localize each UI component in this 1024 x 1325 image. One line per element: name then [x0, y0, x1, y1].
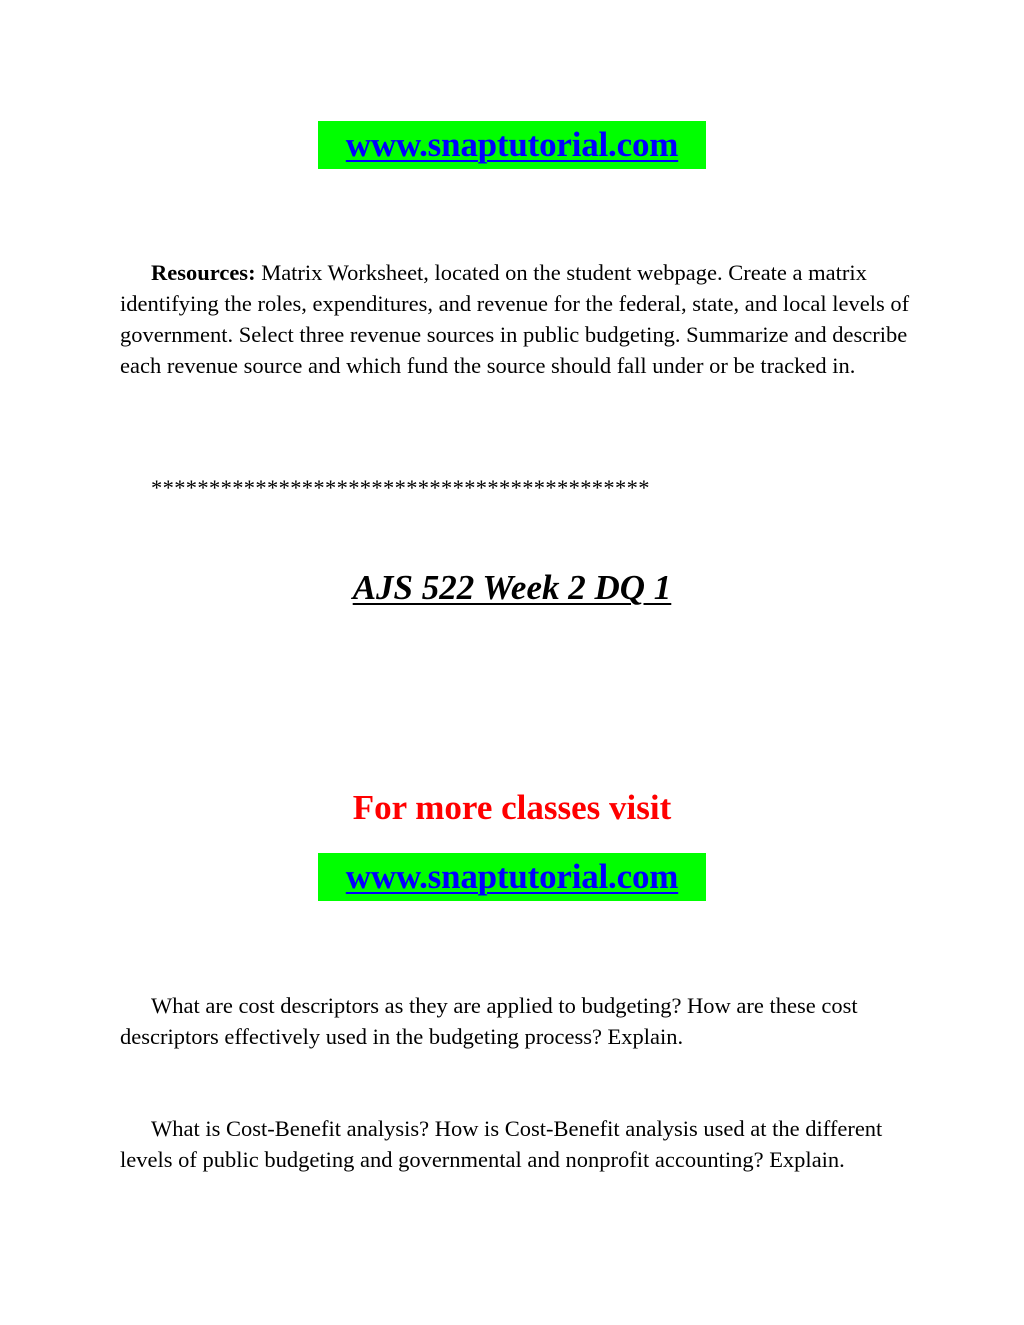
bottom-link-banner: [318, 853, 706, 901]
top-link-banner: [318, 121, 706, 169]
question-paragraph-1: What are cost descriptors as they are applied to budgeting? How are these cost descriptors effectively used in the budgeting process? Explain.: [120, 993, 858, 1049]
asterisk-separator: *******************************************: [151, 475, 650, 500]
resources-text: Matrix Worksheet, located on the student webpage. Create a matrix identifying the roles, expenditures, and revenue for the federal, state, and local levels of government. Select three revenue sources in public budgeting. Summarize and describe each revenue source and which fund the source should fall under or be tracked in.: [120, 260, 910, 378]
resources-label: Resources:: [151, 260, 256, 285]
top-website-link[interactable]: www.snaptutorial.com: [345, 125, 679, 164]
bottom-website-link[interactable]: www.snaptutorial.com: [345, 857, 679, 896]
question-paragraph-2: What is Cost-Benefit analysis? How is Cost-Benefit analysis used at the different levels of public budgeting and governmental and nonprofit accounting? Explain.: [120, 1116, 883, 1172]
promo-heading: For more classes visit: [352, 788, 672, 827]
resources-paragraph: [120, 257, 910, 381]
course-title: [0, 566, 1024, 610]
course-title-text: AJS 522 Week 2 DQ 1: [352, 568, 672, 607]
